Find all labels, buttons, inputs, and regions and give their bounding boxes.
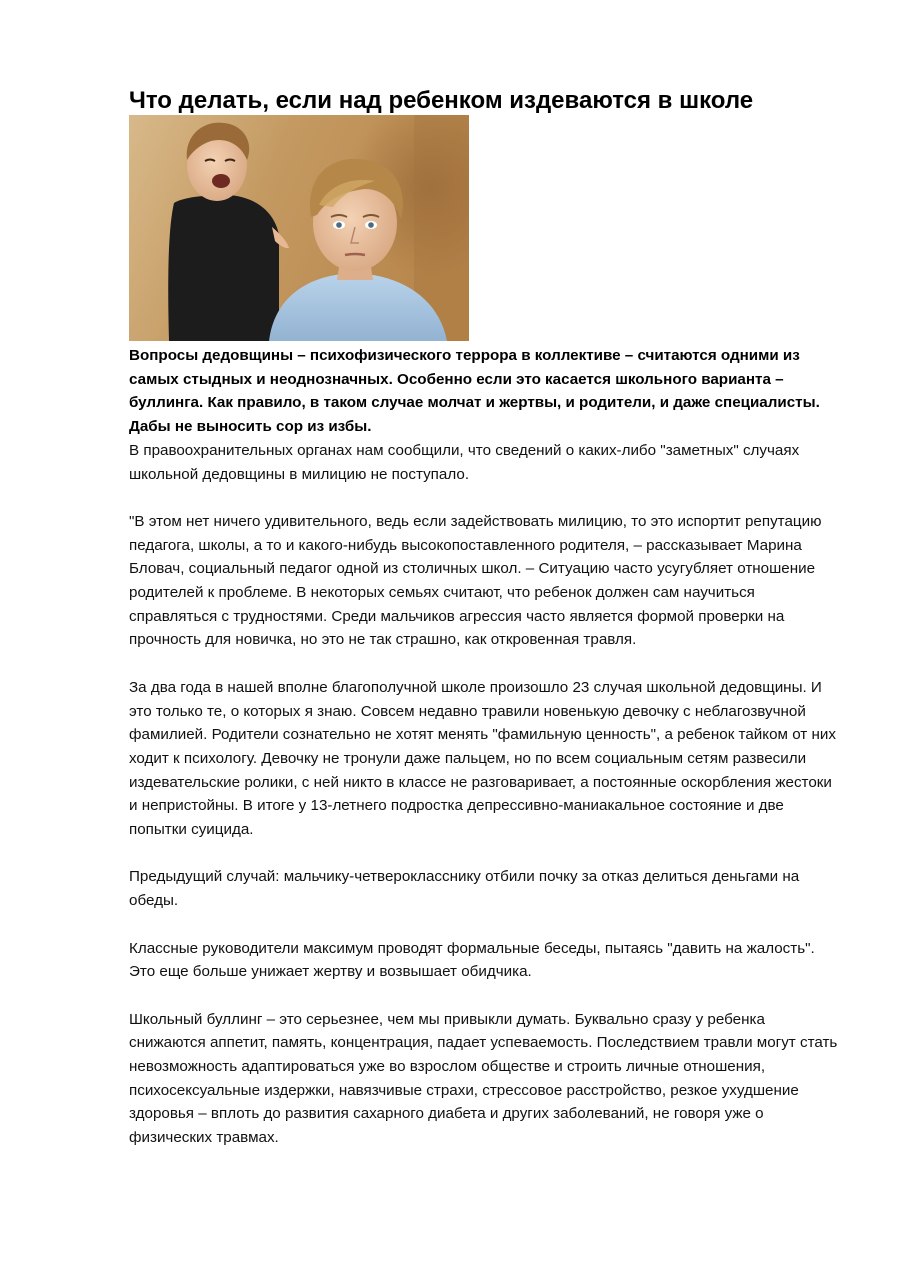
article-paragraph: В правоохранительных органах нам сообщили, что сведений о каких-либо "заметных" случаях школьной дедовщины в милицию не поступало. [129,441,800,483]
article-photo [129,115,469,341]
article-paragraph: Школьный буллинг – это серьезнее, чем мы привыкли думать. Буквально сразу у ребенка снижаются аппетит, память, концентрация, падает успеваемость. Последствием травли могут стать невозможность адаптироваться уже во взрослом обществе и строить личные отношения, психосексуальные издержки, навязчивые страхи, стрессовое расстройство, резкое ухудшение здоровья – вплоть до развития сахарного диабета и других заболеваний, не говоря уже о физических травмах. [129,1010,838,1147]
article-paragraph: Классные руководители максимум проводят формальные беседы, пытаясь "давить на жалость". Это еще больше унижает жертву и возвышает обидчика. [129,939,815,981]
article-paragraph: Предыдущий случай: мальчику-четверокласснику отбили почку за отказ делиться деньгами на обеды. [129,868,800,910]
article-body [129,344,844,1174]
article-paragraph: "В этом нет ничего удивительного, ведь если задействовать милицию, то это испортит репутацию педагога, школы, а то и какого-нибудь высокопоставленного родителя, – рассказывает Марина Бловач, социальный педагог одной из столичных школ. – Ситуацию часто усугубляет отношение родителей к проблеме. В некоторых семьях считают, что ребенок должен сам научиться справляться с трудностями. Среди мальчиков агрессия часто является формой проверки на прочность для новичка, но это не так страшно, как откровенная травля. [129,512,822,649]
article-lead: Вопросы дедовщины – психофизического террора в коллективе – считаются одними из самых стыдных и неоднозначных. Особенно если это касается школьного варианта – буллинга. Как правило, в таком случае молчат и жертвы, и родители, и даже специалисты. Дабы не выносить сор из избы. [129,347,820,436]
article-title: Что делать, если над ребенком издеваются в школе [129,87,754,114]
article-paragraph: За два года в нашей вполне благополучной школе произошло 23 случая школьной дедовщины. И это только те, о которых я знаю. Совсем недавно травили новенькую девочку с неблагозвучной фамилией. Родители сознательно не хотят менять "фамильную ценность", а ребенок тайком от них ходит к психологу. Девочку не тронули даже пальцем, но по всем социальным сетям развесили издевательские ролики, с ней никто в классе не разговаривает, а постоянные оскорбления жестоки и непристойны. В итоге у 13-летнего подростка депрессивно-маниакальное состояние и две попытки суицида. [129,678,836,839]
